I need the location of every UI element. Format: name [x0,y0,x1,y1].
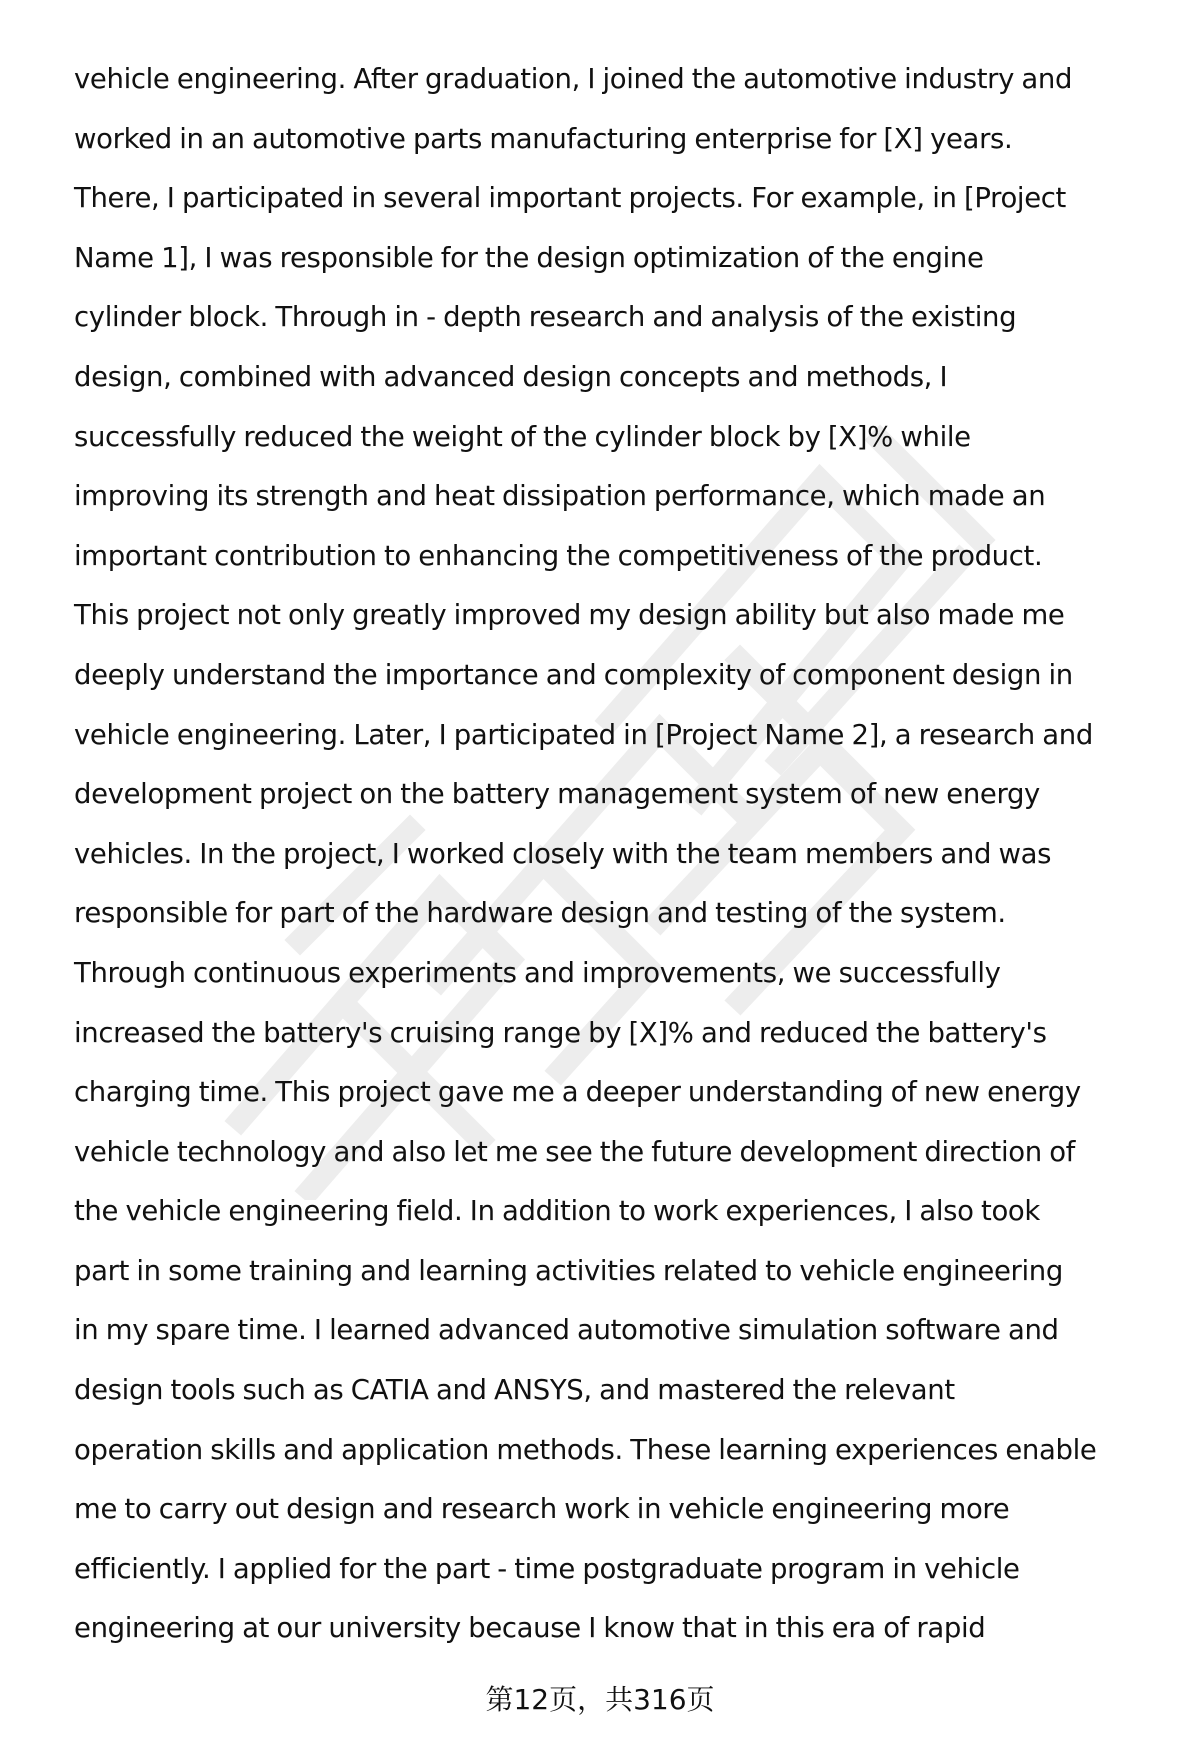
text-line: in my spare time. I learned advanced automotive simulation software and [74,1314,1059,1347]
page-number-footer: 第12页，共316页 [485,1683,715,1716]
text-line: responsible for part of the hardware design and testing of the system. [74,897,1006,930]
text-line: There, I participated in several important projects. For example, in [Project [74,182,1066,215]
text-line: vehicles. In the project, I worked closely with the team members and was [74,837,1052,870]
text-line: Name 1], I was responsible for the design optimization of the engine [74,241,984,274]
text-line: This project not only greatly improved my design ability but also made me [74,599,1065,632]
text-line: engineering at our university because I know that in this era of rapid [74,1612,986,1645]
text-line: deeply understand the importance and complexity of component design in [74,658,1073,691]
text-line: important contribution to enhancing the competitiveness of the product. [74,539,1043,572]
text-line: the vehicle engineering field. In addition to work experiences, I also took [74,1195,1040,1228]
text-line: successfully reduced the weight of the cylinder block by [X]% while [74,420,971,453]
text-line: me to carry out design and research work in vehicle engineering more [74,1493,1010,1526]
body-text [74,50,1164,1659]
text-line: worked in an automotive parts manufacturing enterprise for [X] years. [74,122,1013,155]
text-line: efficiently. I applied for the part - time postgraduate program in vehicle [74,1552,1020,1585]
text-line: vehicle engineering. After graduation, I joined the automotive industry and [74,63,1073,95]
text-line: increased the battery's cruising range by [X]% and reduced the battery's [74,1016,1047,1049]
text-line: design, combined with advanced design concepts and methods, I [74,360,948,393]
text-line: part in some training and learning activities related to vehicle engineering [74,1254,1063,1287]
text-line: cylinder block. Through in - depth research and analysis of the existing [74,301,1017,334]
text-line: vehicle technology and also let me see the future development direction of [74,1135,1075,1168]
text-line: design tools such as CATIA and ANSYS, and mastered the relevant [74,1374,955,1407]
text-line: charging time. This project gave me a deeper understanding of new energy [74,1076,1081,1109]
text-line: development project on the battery management system of new energy [74,778,1040,811]
text-line: Through continuous experiments and improvements, we successfully [74,956,1001,989]
text-line: vehicle engineering. Later, I participated in [Project Name 2], a research and [74,718,1093,751]
text-line: improving its strength and heat dissipation performance, which made an [74,480,1046,513]
text-line: operation skills and application methods. These learning experiences enable [74,1433,1097,1466]
